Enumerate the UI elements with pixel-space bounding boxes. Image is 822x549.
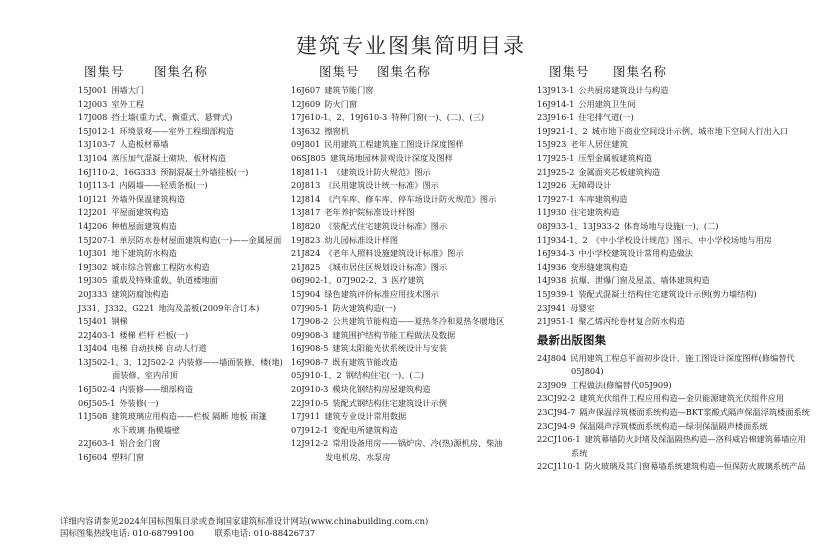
catalog-entry xyxy=(291,193,533,207)
entry-code: 16J934-3 xyxy=(537,248,575,259)
entry-code: 17J927-1 xyxy=(537,193,575,204)
catalog-entry xyxy=(537,352,815,379)
catalog-entry xyxy=(78,410,288,437)
entry-name: 公共厨房建筑设计与构造 xyxy=(578,85,669,95)
catalog-entry xyxy=(78,302,288,316)
entry-name: 公用建筑卫生间 xyxy=(578,98,636,109)
entry-name: 母婴室 xyxy=(570,302,595,313)
entry-code: 14J936 xyxy=(537,261,567,272)
catalog-entry xyxy=(78,397,288,411)
catalog-entry xyxy=(291,261,533,275)
entry-name: 建筑围护结构节能工程做法及数据 xyxy=(332,329,456,340)
entry-code: 13J502-1、3、12J502-2 xyxy=(78,356,175,367)
entry-name: 《汽车库、修车库、停车场设计防火规范》图示 xyxy=(324,193,497,204)
entry-name: 公共建筑节能构造——夏热冬冷和夏热冬暖地区 xyxy=(332,316,505,327)
entry-name: 《建筑设计防火规范》图示 xyxy=(332,166,431,177)
catalog-entry xyxy=(537,125,815,139)
entry-code: 20J813 xyxy=(291,180,321,191)
catalog-entry xyxy=(291,98,533,112)
entry-code: 07J905-1 xyxy=(291,302,329,313)
catalog-entry xyxy=(78,383,288,397)
catalog-entry xyxy=(291,342,533,356)
entry-code: 12J201 xyxy=(78,207,108,218)
entry-name: 隔声保温浮筑楼面系统构造—BKT浆酸式隔声保温浮筑楼面系统 xyxy=(579,407,810,418)
entry-name: 建筑专业设计常用数据 xyxy=(324,411,407,422)
catalog-entry xyxy=(537,234,815,248)
catalog-entry xyxy=(537,261,815,275)
entry-code: 19J302 xyxy=(78,261,108,272)
entry-name: 金属面夹芯板建筑构造 xyxy=(578,166,661,177)
entry-code: 22J403-1 xyxy=(78,329,116,340)
entry-name: 建筑光伏组件工程应用构造—金贝能源建筑光伏组件应用 xyxy=(579,393,785,404)
entry-code: 15J923 xyxy=(537,139,567,150)
entry-name: 外装修(一) xyxy=(119,397,159,408)
catalog-entry xyxy=(78,193,288,207)
catalog-entry xyxy=(78,288,288,302)
entry-code: 17J911 xyxy=(291,411,321,422)
entry-name: 装配式钢结构住宅建筑设计示例 xyxy=(332,397,447,408)
entry-name: 建筑太阳能光伏系统设计与安装 xyxy=(332,343,447,354)
catalog-entry xyxy=(78,234,288,248)
entry-name: 蒸压加气混凝土砌块、板材构造 xyxy=(111,152,226,163)
catalog-entry xyxy=(291,274,533,288)
entry-name: 特种门窗(一)、(二)、(三) xyxy=(391,112,485,123)
catalog-entry xyxy=(78,84,288,98)
entry-code: 19J823 xyxy=(291,234,321,245)
catalog-entry xyxy=(537,274,815,288)
entry-name: 钢结构住宅(一)、(二) xyxy=(345,370,424,381)
entry-code: 22CJ106-1 xyxy=(537,434,581,445)
entry-name: 地下建筑防水构造 xyxy=(111,248,177,259)
contact-phone: 联系电话: 010-88426737 xyxy=(214,528,316,538)
entry-code: 12J609 xyxy=(291,98,321,109)
entry-code: 13J404 xyxy=(78,343,108,354)
entry-name: 铝合金门窗 xyxy=(119,438,161,449)
entry-name: 挡土墙(重力式、衡重式、悬臂式) xyxy=(111,112,233,123)
page-title: 建筑专业图集简明目录 xyxy=(296,34,526,58)
entry-code: 23CJ94-9 xyxy=(537,420,576,431)
entry-name: 电梯 自动扶梯 自动人行道 xyxy=(111,343,207,354)
catalog-entry xyxy=(78,98,288,112)
entry-code: 18J820 xyxy=(291,220,321,231)
entry-name: 车库建筑构造 xyxy=(578,193,628,204)
entry-code: 23J916-1 xyxy=(537,112,575,123)
entry-code: 21J825 xyxy=(291,261,321,272)
catalog-entry xyxy=(537,138,815,152)
entry-name: 聚乙烯丙纶卷材复合防水构造 xyxy=(578,316,685,327)
entry-code: J331、J332、G221 xyxy=(78,302,155,313)
catalog-entry xyxy=(78,152,288,166)
header-code: 图集号 xyxy=(84,64,125,79)
catalog-entry xyxy=(537,84,815,98)
entry-code: 19J305 xyxy=(78,275,108,286)
entry-name: 外墙外保温建筑构造 xyxy=(111,193,186,204)
catalog-entry xyxy=(537,433,815,460)
entry-name: 建筑场地园林景观设计深度及图样 xyxy=(329,152,453,163)
entry-code: 15J001 xyxy=(78,85,108,95)
entry-name: 塑料门窗 xyxy=(111,452,145,463)
catalog-entry xyxy=(78,356,288,383)
column-header xyxy=(549,62,815,80)
catalog-entry xyxy=(291,166,533,180)
entry-code: 22J603-1 xyxy=(78,438,116,449)
entry-code: 06SJ805 xyxy=(291,152,326,163)
entry-name: 楼梯 栏杆 栏板(一) xyxy=(119,329,189,340)
entry-code: 17J908-2 xyxy=(291,316,329,327)
entry-name: 建筑幕墙防火封堵及保温隔热构造—洛科威岩棉建筑幕墙应用 xyxy=(584,434,806,445)
entry-name: 防火玻璃及其门窗幕墙系统建筑构造—恒保防火玻璃系统产品 xyxy=(584,461,806,472)
header-code: 图集号 xyxy=(319,64,360,79)
entry-name: 《老年人照料设施建筑设计标准》图示 xyxy=(324,248,464,259)
entry-list xyxy=(537,84,815,329)
entry-name-continued: 系统 xyxy=(571,447,588,458)
column-1 xyxy=(78,62,288,465)
entry-name: 建筑防腐蚀构造 xyxy=(111,288,169,299)
catalog-entry xyxy=(78,342,288,356)
entry-name: 医疗建筑 xyxy=(391,275,424,286)
entry-code: 17J610-1、2、19J610-3 xyxy=(291,112,388,123)
entry-name: 无障碍设计 xyxy=(570,180,612,191)
entry-name: 《中小学校设计规范》图示、中小学校场地与用房 xyxy=(591,234,772,245)
entry-name-continued: 发电机房、水泵房 xyxy=(325,452,391,463)
entry-name: 《装配式住宅建筑设计标准》图示 xyxy=(324,220,448,231)
entry-code: 13J817 xyxy=(291,207,321,218)
catalog-entry xyxy=(537,420,815,434)
entry-name: 民用建筑工程总平面初步设计、施工图设计深度图样(修编替代 xyxy=(570,352,795,363)
entry-name: 种植屋面建筑构造 xyxy=(111,220,177,231)
catalog-entry xyxy=(291,410,533,424)
catalog-entry xyxy=(537,406,815,420)
entry-code: 20J910-3 xyxy=(291,384,329,395)
catalog-entry xyxy=(291,179,533,193)
entry-name-continued: 面装修、室内吊顶 xyxy=(112,370,178,381)
entry-name: 老年人居住建筑 xyxy=(570,139,628,150)
entry-name: 平屋面建筑构造 xyxy=(111,207,169,218)
entry-code: 23J909 xyxy=(537,379,567,390)
entry-code: 15J401 xyxy=(78,316,108,327)
hotline: 国标图集热线电话: 010-68799100 xyxy=(60,528,194,538)
catalog-entry xyxy=(78,247,288,261)
entry-name: 抗爆、泄爆门窗及屋盖、墙体建筑构造 xyxy=(570,275,710,286)
entry-name-continued: 05J804) xyxy=(571,366,604,377)
entry-name: 擦窗机 xyxy=(324,125,349,136)
entry-name: 建筑玻璃应用构造——栏板 隔断 地板 雨篷 xyxy=(111,411,267,422)
catalog-entry xyxy=(78,206,288,220)
entry-code: 14J206 xyxy=(78,220,108,231)
entry-code: 16J604 xyxy=(78,452,108,463)
catalog-entry xyxy=(537,460,815,474)
entry-name: 变形缝建筑构造 xyxy=(570,261,628,272)
catalog-entry xyxy=(537,302,815,316)
catalog-entry xyxy=(291,397,533,411)
catalog-entry xyxy=(537,206,815,220)
entry-name: 地沟及盖板(2009年合订本) xyxy=(158,302,260,313)
catalog-entry xyxy=(537,179,815,193)
footer-note: 详细内容请参见2024年国标图集目录或查询国家建筑标准设计网站(www.chinabuilding.com.cn) xyxy=(60,516,429,526)
catalog-entry xyxy=(291,125,533,139)
catalog-entry xyxy=(78,220,288,234)
entry-name: 装配式混凝土结构住宅建筑设计示例(剪力墙结构) xyxy=(578,288,757,299)
entry-code: 16J914-1 xyxy=(537,98,575,109)
entry-name: 绿色建筑评价标准应用技术图示 xyxy=(324,288,439,299)
entry-name: 压型金属板建筑构造 xyxy=(578,152,653,163)
catalog-entry xyxy=(78,125,288,139)
entry-name-continued: 水下玻璃 指模墙壁 xyxy=(112,424,181,435)
header-name: 图集名称 xyxy=(613,64,668,79)
catalog-entry xyxy=(78,261,288,275)
catalog-entry xyxy=(537,288,815,302)
catalog-entry xyxy=(291,152,533,166)
header-name: 图集名称 xyxy=(377,64,432,79)
catalog-entry xyxy=(537,111,815,125)
entry-name: 防火门窗 xyxy=(324,98,358,109)
entry-name: 住宅排气道(一) xyxy=(578,112,634,123)
entry-code: 06J902-1、07J902-2、3 xyxy=(291,275,388,286)
entry-code: 21J951-1 xyxy=(537,316,575,327)
entry-code: 09J908-3 xyxy=(291,329,329,340)
header-name: 图集名称 xyxy=(154,64,209,79)
catalog-entry xyxy=(78,329,288,343)
catalog-entry xyxy=(291,138,533,152)
entry-code: 19J921-1、2 xyxy=(537,125,588,136)
header-code: 图集号 xyxy=(549,64,590,79)
catalog-entry xyxy=(291,247,533,261)
entry-name: 内装修——细部构造 xyxy=(119,384,194,395)
column-header xyxy=(84,62,288,80)
catalog-entry xyxy=(291,206,533,220)
entry-code: 13J913-1 xyxy=(537,85,575,95)
entry-name: 预制混凝土外墙挂板(一) xyxy=(160,166,249,177)
catalog-entry xyxy=(291,315,533,329)
footer xyxy=(60,515,428,539)
entry-name: 常用设备用房——锅炉房、冷(热)源机房、柴油 xyxy=(332,438,503,449)
entry-name: 室外工程 xyxy=(111,98,145,109)
catalog-entry xyxy=(291,369,533,383)
entry-code: 12J912-2 xyxy=(291,438,329,449)
catalog-entry xyxy=(537,392,815,406)
entry-code: 11J934-1、2 xyxy=(537,234,588,245)
entry-name: 老年养护院标准设计样图 xyxy=(324,207,415,218)
entry-name: 围墙大门 xyxy=(111,85,145,95)
catalog-entry xyxy=(537,98,815,112)
entry-code: 15J012-1 xyxy=(78,125,116,136)
entry-code: 13J104 xyxy=(78,152,108,163)
entry-code: 11J930 xyxy=(537,207,567,218)
entry-code: 13J103-7 xyxy=(78,139,116,150)
entry-code: 21J824 xyxy=(291,248,321,259)
catalog-entry xyxy=(78,111,288,125)
entry-code: 06J505-1 xyxy=(78,397,116,408)
catalog-entry xyxy=(537,193,815,207)
entry-name: 《城市居住区规划设计标准》图示 xyxy=(324,261,448,272)
entry-code: 20J333 xyxy=(78,288,108,299)
catalog-entry xyxy=(291,356,533,370)
entry-code: 16J908-5 xyxy=(291,343,329,354)
column-header xyxy=(319,62,533,80)
entry-code: 17J008 xyxy=(78,112,108,123)
catalog-entry xyxy=(78,315,288,329)
new-publications-heading: 最新出版图集 xyxy=(537,332,606,347)
catalog-entry xyxy=(78,437,288,451)
entry-code: 15J207-1 xyxy=(78,234,116,245)
entry-name: 幼儿园标准设计样图 xyxy=(324,234,399,245)
entry-code: 23J941 xyxy=(537,302,567,313)
catalog-entry xyxy=(537,247,815,261)
catalog-entry xyxy=(537,220,815,234)
catalog-entry xyxy=(78,179,288,193)
entry-name: 变配电所建筑构造 xyxy=(332,424,398,435)
catalog-entry xyxy=(291,302,533,316)
entry-name: 人造板材幕墙 xyxy=(119,139,169,150)
entry-code: 18J811-1 xyxy=(291,166,329,177)
entry-code: 16J908-7 xyxy=(291,356,329,367)
entry-code: 16J502-4 xyxy=(78,384,116,395)
entry-code: 15J904 xyxy=(291,288,321,299)
entry-name: 建筑节能门窗 xyxy=(324,85,374,95)
entry-name: 工程做法(修编替代05J909) xyxy=(570,379,672,390)
entry-code: 12J814 xyxy=(291,193,321,204)
catalog-entry xyxy=(537,152,815,166)
entry-code: 12J926 xyxy=(537,180,567,191)
entry-code: 15J939-1 xyxy=(537,288,575,299)
entry-code: 10J121 xyxy=(78,193,108,204)
catalog-entry xyxy=(291,329,533,343)
entry-code: 14J938 xyxy=(537,275,567,286)
entry-code: 23CJ92-2 xyxy=(537,393,576,404)
entry-name: 钢梯 xyxy=(111,316,128,327)
entry-list xyxy=(78,84,288,465)
entry-name: 体育场地与设施(一)、(二) xyxy=(623,220,719,231)
catalog-entry xyxy=(537,315,815,329)
catalog-entry xyxy=(78,451,288,465)
catalog-entry xyxy=(291,234,533,248)
catalog-entry xyxy=(291,383,533,397)
catalog-entry xyxy=(291,84,533,98)
catalog-entry xyxy=(291,424,533,438)
catalog-entry xyxy=(537,379,815,393)
entry-code: 05J910-1、2 xyxy=(291,370,342,381)
entry-name: 内装修——墙面装修、楼(地) xyxy=(178,356,283,367)
entry-code: 16J607 xyxy=(291,85,321,95)
entry-name: 《民用建筑设计统一标准》图示 xyxy=(324,180,439,191)
entry-name: 防火建筑构造(一) xyxy=(332,302,397,313)
catalog-entry xyxy=(78,274,288,288)
catalog-entry xyxy=(291,288,533,302)
entry-code: 10J113-1 xyxy=(78,180,116,191)
entry-code: 22CJ110-1 xyxy=(537,461,581,472)
entry-code: 11J508 xyxy=(78,411,108,422)
entry-name: 民用建筑工程建筑施工图设计深度图样 xyxy=(324,139,464,150)
catalog-entry xyxy=(78,166,288,180)
entry-name: 中小学校建筑设计常用构造做法 xyxy=(578,248,693,259)
entry-name: 城市综合管廊工程防水构造 xyxy=(111,261,210,272)
entry-code: 22J910-5 xyxy=(291,397,329,408)
entry-code: 08J933-1、13J933-2 xyxy=(537,220,620,231)
catalog-entry xyxy=(78,138,288,152)
catalog-entry xyxy=(291,111,533,125)
new-entry-list xyxy=(537,352,815,474)
entry-code: 10J301 xyxy=(78,248,108,259)
entry-code: 23CJ94-7 xyxy=(537,407,576,418)
entry-name: 环境景观——室外工程细部构造 xyxy=(119,125,234,136)
entry-name: 住宅建筑构造 xyxy=(570,207,620,218)
entry-name: 城市地下商业空间设计示例、城市地下空间人行出入口 xyxy=(591,125,789,136)
entry-code: 12J003 xyxy=(78,98,108,109)
entry-code: 24J804 xyxy=(537,352,567,363)
entry-code: 16J110-2、16G333 xyxy=(78,166,157,177)
column-3 xyxy=(537,62,815,474)
entry-name: 模块化钢结构房屋建筑构造 xyxy=(332,384,431,395)
column-2 xyxy=(291,62,533,465)
entry-name: 重载及特殊重载、轨道楼地面 xyxy=(111,275,218,286)
entry-code: 07J912-1 xyxy=(291,424,329,435)
entry-code: 09J801 xyxy=(291,139,321,150)
entry-name: 保温隔声浮筑楼面系统构造—绿羽保温隔声楼面系统 xyxy=(579,420,768,431)
entry-name: 内隔墙——轻质条板(一) xyxy=(119,180,208,191)
catalog-entry xyxy=(291,220,533,234)
entry-code: 13J632 xyxy=(291,125,321,136)
entry-code: 21J925-2 xyxy=(537,166,575,177)
catalog-entry xyxy=(537,166,815,180)
entry-code: 17J925-1 xyxy=(537,152,575,163)
catalog-entry xyxy=(291,437,533,464)
entry-name: 既有建筑节能改造 xyxy=(332,356,398,367)
entry-list xyxy=(291,84,533,465)
entry-name: 单层防水卷材屋面建筑构造(一)——金属屋面 xyxy=(119,234,282,245)
